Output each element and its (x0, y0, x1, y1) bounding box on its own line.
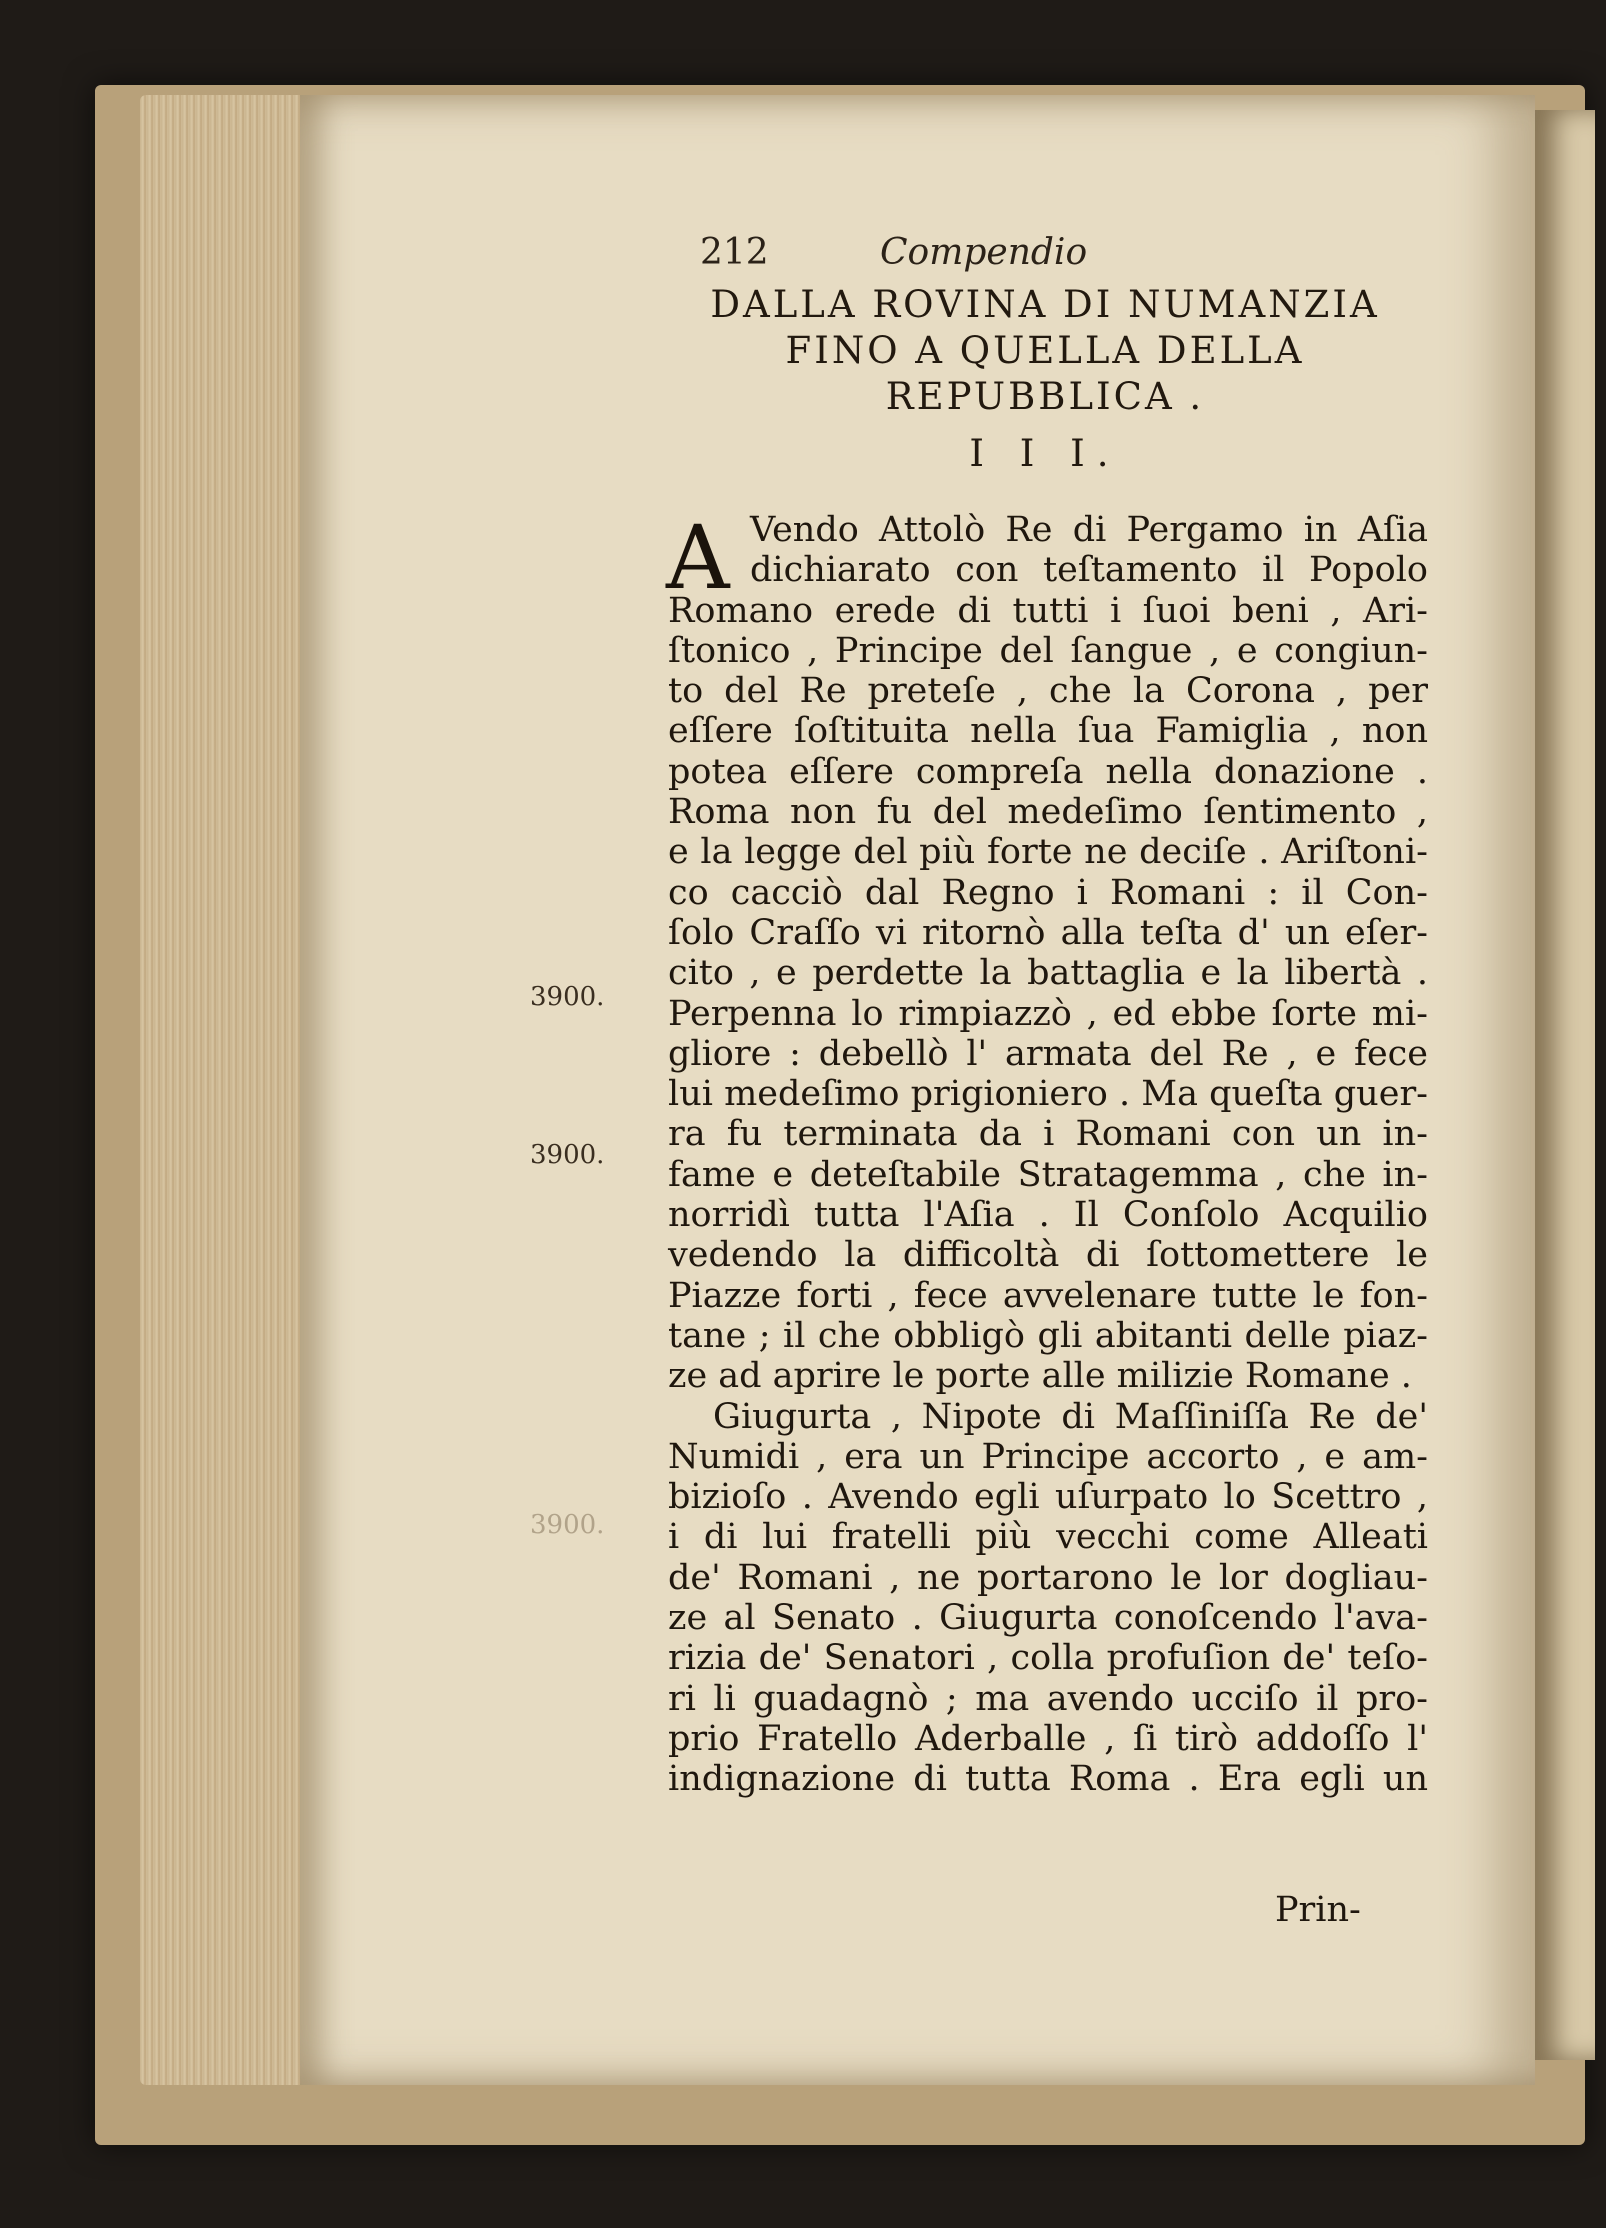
text-line: tane ; il che obbligò gli abitanti delle piaz- (668, 1315, 1428, 1356)
body-text (666, 506, 1428, 1800)
text-line: lui medeſimo prigioniero . Ma queſta guer- (668, 1074, 1428, 1115)
text-line: bizioſo . Avendo egli uſurpato lo Scettro , (668, 1477, 1428, 1518)
text-line: Numidi , era un Principe accorto , e am- (668, 1436, 1428, 1477)
text-line: Piazze forti , fece avvelenare tutte le fon- (668, 1275, 1428, 1316)
text-line: co cacciò dal Regno i Romani : il Con- (668, 872, 1428, 913)
text-line: gliore : debellò l' armata del Re , e fece (668, 1033, 1428, 1074)
opening-paragraph (666, 506, 1428, 609)
text-line: Perpenna lo rimpiazzò , ed ebbe ſorte mi- (668, 993, 1428, 1034)
text-line: eſſere ſoſtituita nella ſua Famiglia , non (668, 711, 1428, 752)
text-line: potea eſſere compreſa nella donazione . (668, 751, 1428, 792)
text-line: cito , e perdette la battaglia e la libertà . (668, 953, 1428, 994)
text-line: vedendo la difficoltà di ſottomettere le (668, 1235, 1428, 1276)
text-line: rizia de' Senatori , colla profuſion de' teſo- (668, 1638, 1428, 1679)
running-title: Compendio (880, 232, 1088, 273)
text-line: to del Re preteſe , che la Corona , per (668, 671, 1428, 712)
text-line: ze ad aprire le porte alle milizie Romane . (668, 1356, 1412, 1397)
heading-line-2: FINO A QUELLA DELLA (785, 329, 1305, 372)
text-line: de' Romani , ne portarono le lor dogliau- (668, 1557, 1428, 1598)
running-head (700, 232, 1400, 282)
text-line: ſtonico , Principe del ſangue , e congiun- (668, 630, 1428, 671)
text-line: Roma non fu del medeſimo ſentimento , (668, 792, 1428, 833)
text-line: norridì tutta l'Aſia . Il Conſolo Acquilio (668, 1195, 1428, 1236)
margin-note-year: 3900. (530, 982, 605, 1012)
page-edges (140, 95, 320, 2085)
section-number: I I I. (969, 432, 1121, 475)
text-line: Romano erede di tutti i ſuoi beni , Ari- (668, 590, 1428, 631)
heading-line-1: DALLA ROVINA DI NUMANZIA (710, 283, 1380, 326)
heading-line-3: REPUBBLICA . (885, 375, 1205, 418)
margin-note-year-faded: 3900. (530, 1510, 605, 1540)
text-line: ra fu terminata da i Romani con un in- (668, 1114, 1428, 1155)
text-line: indignazione di tutta Roma . Era egli un (668, 1759, 1428, 1800)
text-line: Giugurta , Nipote di Maſſiniſſa Re de' (713, 1396, 1428, 1437)
drop-cap: A (666, 506, 730, 609)
text-line: Vendo Attolò Re di Pergamo in Aſia (750, 510, 1428, 550)
margin-note-year: 3900. (530, 1140, 605, 1170)
text-line: fame e deteſtabile Stratagemma , che in- (668, 1154, 1428, 1195)
text-line: i di lui fratelli più vecchi come Alleati (668, 1517, 1428, 1558)
text-line: e la legge del più forte ne deciſe . Ariſtoni- (668, 832, 1428, 873)
text-line: ri li guadagnò ; ma avendo ucciſo il pro- (668, 1678, 1428, 1719)
catchword: Prin- (1275, 1890, 1361, 1930)
text-line: dichiarato con teſtamento il Popolo (750, 550, 1428, 591)
page-number: 212 (700, 232, 769, 273)
text-line: ſolo Craſſo vi ritornò alla teſta d' un eſer- (668, 912, 1428, 953)
text-line: prio Fratello Aderballe , ſi tirò addoſſo l' (668, 1718, 1428, 1759)
facing-page-edge (1535, 110, 1595, 2060)
text-line: ze al Senato . Giugurta conoſcendo l'ava- (668, 1598, 1428, 1639)
chapter-heading (665, 282, 1425, 420)
